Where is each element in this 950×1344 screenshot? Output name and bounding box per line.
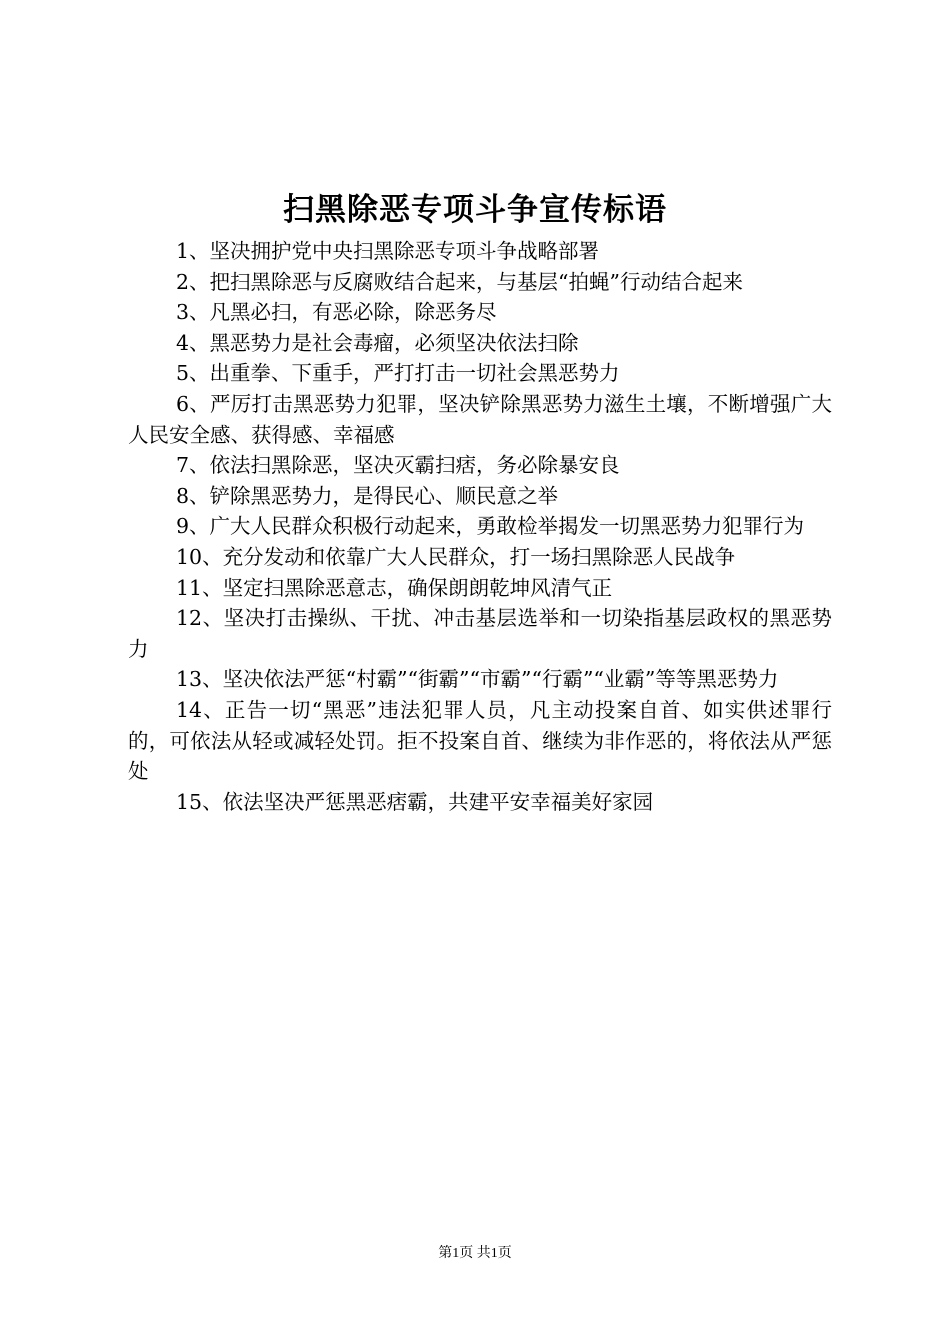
slogan-item-14: 14、正告一切“黑恶”违法犯罪人员，凡主动投案自首、如实供述罪行的，可依法从轻或减轻处罚。拒不投案自首、继续为非作恶的，将依法从严惩处 bbox=[128, 697, 832, 784]
slogan-item-4: 4、黑恶势力是社会毒瘤，必须坚决依法扫除 bbox=[176, 330, 579, 355]
slogan-item-8: 8、铲除黑恶势力，是得民心、顺民意之举 bbox=[176, 483, 559, 508]
slogan-item-7: 7、依法扫黑除恶，坚决灭霸扫痞，务必除暴安良 bbox=[176, 453, 620, 478]
slogan-list bbox=[128, 236, 832, 817]
slogan-item-13: 13、坚决依法严惩“村霸”“街霸”“市霸”“行霸”“业霸”等等黑恶势力 bbox=[176, 667, 779, 692]
document-title: 扫黑除恶专项斗争宣传标语 bbox=[283, 192, 667, 228]
slogan-item-10: 10、充分发动和依靠广大人民群众，打一场扫黑除恶人民战争 bbox=[176, 544, 736, 569]
slogan-item-12: 12、坚决打击操纵、干扰、冲击基层选举和一切染指基层政权的黑恶势力 bbox=[128, 606, 832, 661]
slogan-item-9: 9、广大人民群众积极行动起来，勇敢检举揭发一切黑恶势力犯罪行为 bbox=[176, 514, 805, 539]
slogan-item-2: 2、把扫黑除恶与反腐败结合起来，与基层“拍蝇”行动结合起来 bbox=[176, 269, 744, 294]
slogan-item-11: 11、坚定扫黑除恶意志，确保朗朗乾坤风清气正 bbox=[176, 575, 613, 600]
slogan-item-1: 1、坚决拥护党中央扫黑除恶专项斗争战略部署 bbox=[176, 239, 600, 263]
slogan-item-15: 15、依法坚决严惩黑恶痞霸，共建平安幸福美好家园 bbox=[176, 789, 654, 814]
slogan-item-5: 5、出重拳、下重手，严打打击一切社会黑恶势力 bbox=[176, 361, 620, 386]
slogan-item-6: 6、严厉打击黑恶势力犯罪，坚决铲除黑恶势力滋生土壤，不断增强广大人民安全感、获得感、幸福感 bbox=[128, 391, 832, 447]
page-footer: 第1页 共1页 bbox=[438, 1246, 512, 1261]
slogan-item-3: 3、凡黑必扫，有恶必除，除恶务尽 bbox=[176, 300, 497, 325]
